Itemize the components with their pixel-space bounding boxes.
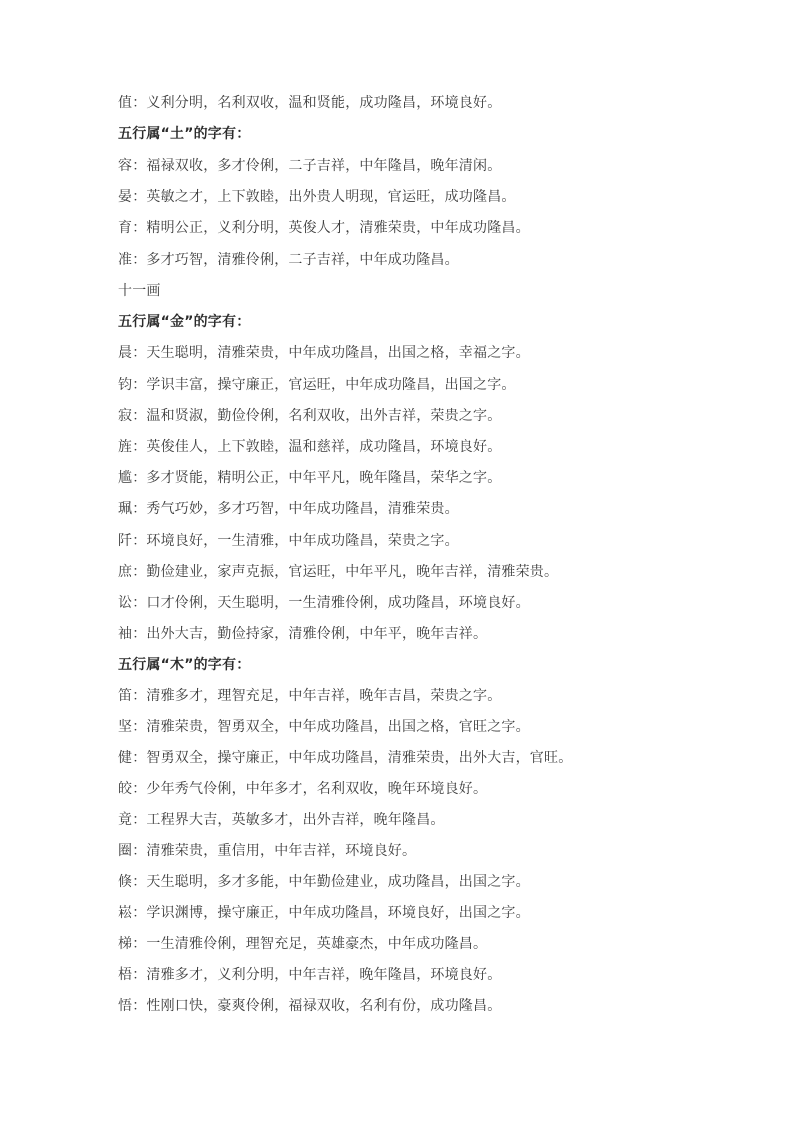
text-line: 倏：天生聪明，多才多能，中年勤俭建业，成功隆昌，出国之字。 — [118, 874, 530, 890]
text-line: 悟：性刚口快，豪爽伶俐，福禄双收，名利有份，成功隆昌。 — [118, 998, 502, 1014]
section-heading: 五行属“金”的字有： — [118, 314, 251, 330]
text-line: 晏：英敏之才，上下敦睦，出外贵人明现，官运旺，成功隆昌。 — [118, 189, 516, 205]
text-line: 育：精明公正，义利分明，英俊人才，清雅荣贵，中年成功隆昌。 — [118, 220, 530, 236]
text-line: 笛：清雅多才，理智充足，中年吉祥，晚年吉昌，荣贵之字。 — [118, 688, 502, 704]
text-line: 寂：温和贤淑，勤俭伶俐，名利双收，出外吉祥，荣贵之字。 — [118, 408, 502, 424]
text-line: 梧：清雅多才，义利分明，中年吉祥，晚年隆昌，环境良好。 — [118, 967, 502, 983]
text-line: 尴：多才贤能，精明公正，中年平凡，晚年隆昌，荣华之字。 — [118, 470, 502, 486]
text-line: 竟：工程界大吉，英敏多才，出外吉祥，晚年隆昌。 — [118, 812, 445, 828]
section-heading: 五行属“木”的字有： — [118, 657, 251, 673]
text-line: 钧：学识丰富，操守廉正，官运旺，中年成功隆昌，出国之字。 — [118, 377, 516, 393]
text-line: 珮：秀气巧妙，多才巧智，中年成功隆昌，清雅荣贵。 — [118, 501, 459, 517]
text-line: 袖：出外大吉，勤俭持家，清雅伶俐，中年平，晚年吉祥。 — [118, 626, 488, 642]
text-line: 旌：英俊佳人，上下敦睦，温和慈祥，成功隆昌，环境良好。 — [118, 439, 502, 455]
text-line: 容：福禄双收，多才伶俐，二子吉祥，中年隆昌，晚年清闲。 — [118, 158, 502, 174]
text-line: 晨：天生聪明，清雅荣贵，中年成功隆昌，出国之格，幸福之字。 — [118, 345, 530, 361]
text-line: 阡：环境良好，一生清雅，中年成功隆昌，荣贵之字。 — [118, 533, 459, 549]
text-line: 讼：口才伶俐，天生聪明，一生清雅伶俐，成功隆昌，环境良好。 — [118, 595, 530, 611]
text-line: 健：智勇双全，操守廉正，中年成功隆昌，清雅荣贵，出外大吉，官旺。 — [118, 750, 573, 766]
text-line: 圈：清雅荣贵，重信用，中年吉祥，环境良好。 — [118, 843, 417, 859]
text-line: 梯：一生清雅伶俐，理智充足，英雄豪杰，中年成功隆昌。 — [118, 936, 488, 952]
stroke-count-heading: 十一画 — [118, 283, 161, 299]
section-heading: 五行属“土”的字有： — [118, 126, 251, 142]
text-line: 值：义利分明，名利双收，温和贤能，成功隆昌，环境良好。 — [118, 95, 502, 111]
text-line: 准：多才巧智，清雅伶俐，二子吉祥，中年成功隆昌。 — [118, 252, 459, 268]
text-line: 崧：学识渊博，操守廉正，中年成功隆昌，环境良好，出国之字。 — [118, 905, 530, 921]
text-line: 皎：少年秀气伶俐，中年多才，名利双收，晚年环境良好。 — [118, 781, 488, 797]
text-line: 坚：清雅荣贵，智勇双全，中年成功隆昌，出国之格，官旺之字。 — [118, 719, 530, 735]
text-line: 庶：勤俭建业，家声克振，官运旺，中年平凡，晚年吉祥，清雅荣贵。 — [118, 564, 559, 580]
